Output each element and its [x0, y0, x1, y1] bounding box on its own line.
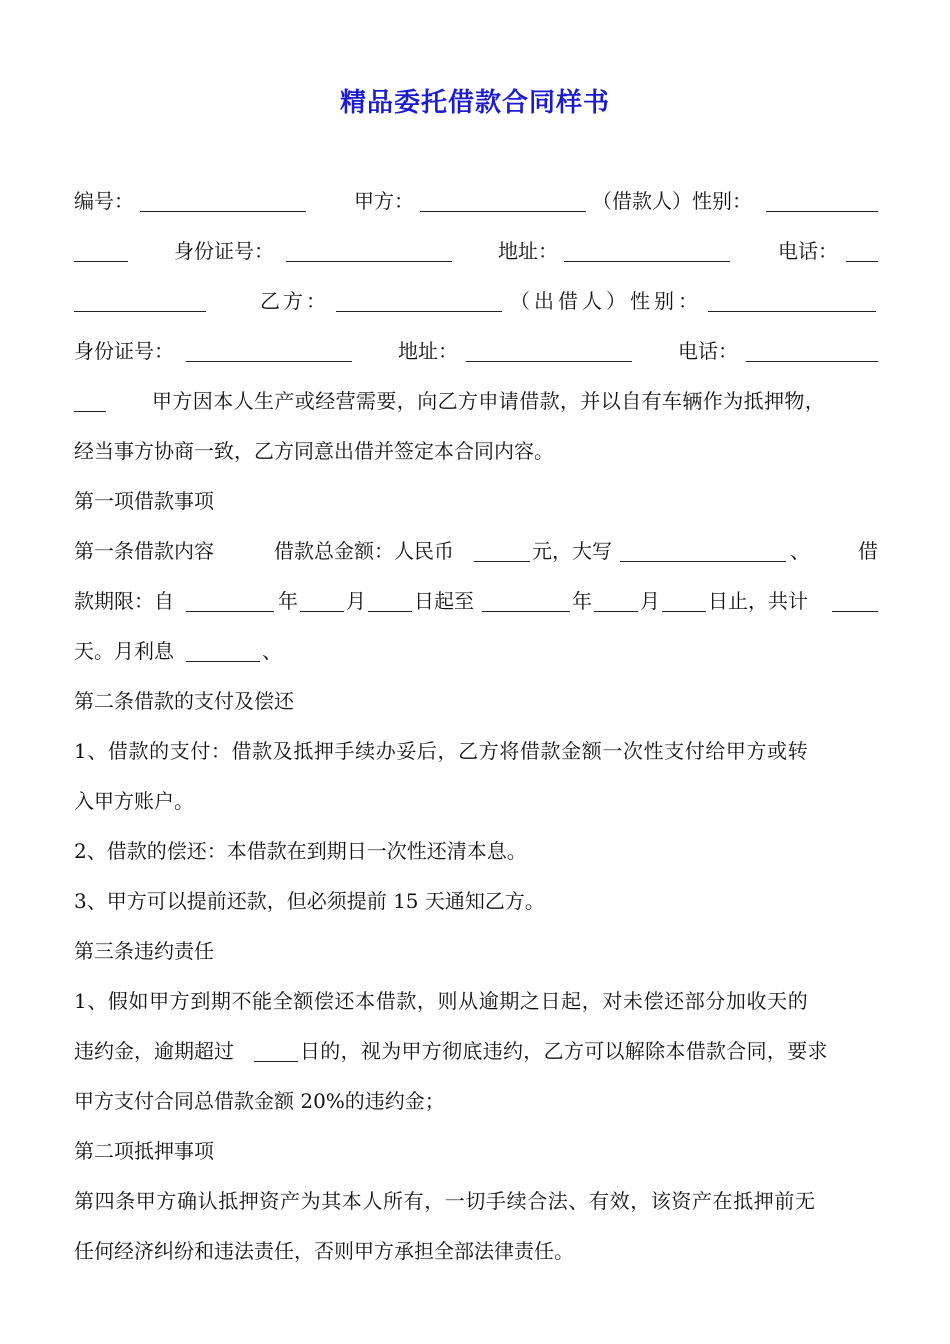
- interest-sep: 、: [262, 639, 282, 663]
- borrower-gender-blank[interactable]: [766, 189, 878, 212]
- section-2-p1-line-1: 1、借款的支付：借款及抵押手续办妥后，乙方将借款金额一次性支付给甲方或转: [74, 739, 809, 763]
- address-label-b: 地址：: [398, 339, 458, 363]
- section-3-p1-line-1: 1、假如甲方到期不能全额偿还本借款，则从逾期之日起，对未偿还部分加收天的: [74, 989, 809, 1013]
- party-a-blank[interactable]: [420, 189, 586, 212]
- party-b-label: 乙方：: [260, 289, 329, 313]
- interest-label: 天。月利息: [74, 639, 174, 663]
- loan-amount-label: 借款总金额：人民币: [274, 539, 454, 563]
- end-year-blank[interactable]: [482, 589, 570, 612]
- section-3-heading: 第三条违约责任: [74, 939, 214, 963]
- article-1-line-1: [74, 534, 878, 568]
- interest-blank[interactable]: [186, 639, 260, 662]
- penalty-text-a: 违约金，逾期超过: [74, 1039, 234, 1063]
- month-label: 月: [346, 589, 366, 613]
- address-blank[interactable]: [564, 239, 730, 262]
- loan-term-label: 款期限：自: [74, 589, 174, 613]
- jie-char: 借: [858, 539, 878, 563]
- party-a-label: 甲方：: [354, 189, 414, 213]
- day-to-label: 日止，共计: [708, 589, 808, 613]
- day-from-label: 日起至: [414, 589, 474, 613]
- id-blank-b[interactable]: [186, 339, 352, 362]
- gender-blank-cont[interactable]: [74, 239, 128, 262]
- section-2-p3: 3、甲方可以提前还款，但必须提前 15 天通知乙方。: [74, 889, 545, 913]
- section-3-p1-line-2: [74, 1034, 878, 1068]
- year-label: 年: [278, 589, 298, 613]
- phone-blank[interactable]: [846, 239, 878, 262]
- section-4-p1-line-1: 第四条甲方确认抵押资产为其本人所有，一切手续合法、有效，该资产在抵押前无: [74, 1189, 816, 1213]
- phone-label-b: 电话：: [678, 339, 738, 363]
- header-line-1: [74, 184, 878, 218]
- phone-blank-b-cont[interactable]: [74, 389, 106, 412]
- party-b-blank[interactable]: [336, 289, 502, 312]
- total-days-blank[interactable]: [832, 589, 878, 612]
- interest-line: [74, 634, 878, 668]
- overdue-days-blank[interactable]: [254, 1039, 298, 1062]
- intro-line-2: 经当事方协商一致，乙方同意出借并签定本合同内容。: [74, 439, 554, 463]
- yuan-label: 元，大写: [532, 539, 612, 563]
- id-label: 身份证号：: [174, 239, 274, 263]
- document-title: 精品委托借款合同样书: [339, 88, 610, 118]
- address-label: 地址：: [498, 239, 558, 263]
- section-4-p1-line-2: 任何经济纠纷和违法责任，否则甲方承担全部法律责任。: [74, 1239, 574, 1263]
- section-3-p1-line-3: 甲方支付合同总借款金额 20%的违约金；: [74, 1089, 445, 1113]
- phone-blank-b[interactable]: [746, 339, 878, 362]
- section-2-heading: 第二条借款的支付及偿还: [74, 689, 294, 713]
- penalty-text-b: 日的，视为甲方彻底违约，乙方可以解除本借款合同，要求: [300, 1039, 828, 1063]
- section-1-heading: 第一项借款事项: [74, 489, 214, 513]
- borrower-gender-label: （借款人）性别：: [592, 189, 752, 213]
- phone-blank-cont[interactable]: [74, 289, 206, 312]
- number-blank[interactable]: [140, 189, 306, 212]
- article-1-label: 第一条借款内容: [74, 539, 214, 563]
- id-label-b: 身份证号：: [74, 339, 174, 363]
- year-label-2: 年: [572, 589, 592, 613]
- amount-capital-blank[interactable]: [620, 539, 786, 562]
- start-year-blank[interactable]: [186, 589, 274, 612]
- phone-label: 电话：: [778, 239, 838, 263]
- number-label: 编号：: [74, 189, 134, 213]
- section-2-p2: 2、借款的偿还：本借款在到期日一次性还清本息。: [74, 839, 527, 863]
- separator: 、: [790, 539, 810, 563]
- section-4-heading: 第二项抵押事项: [74, 1139, 214, 1163]
- intro-line-1: [74, 384, 878, 418]
- start-month-blank[interactable]: [300, 589, 344, 612]
- intro-text-1: 甲方因本人生产或经营需要，向乙方申请借款，并以自有车辆作为抵押物，: [152, 389, 826, 413]
- header-line-4: [74, 334, 878, 368]
- lender-gender-label: （出借人）性别：: [510, 289, 702, 313]
- amount-blank[interactable]: [474, 539, 530, 562]
- end-month-blank[interactable]: [594, 589, 638, 612]
- header-line-3: [74, 284, 878, 318]
- section-2-p1-line-2: 入甲方账户。: [74, 789, 194, 813]
- month-label-2: 月: [640, 589, 660, 613]
- header-line-2: [74, 234, 878, 268]
- start-day-blank[interactable]: [368, 589, 412, 612]
- address-blank-b[interactable]: [466, 339, 632, 362]
- lender-gender-blank[interactable]: [708, 289, 876, 312]
- end-day-blank[interactable]: [662, 589, 706, 612]
- loan-term-line: [74, 584, 878, 618]
- id-blank[interactable]: [286, 239, 452, 262]
